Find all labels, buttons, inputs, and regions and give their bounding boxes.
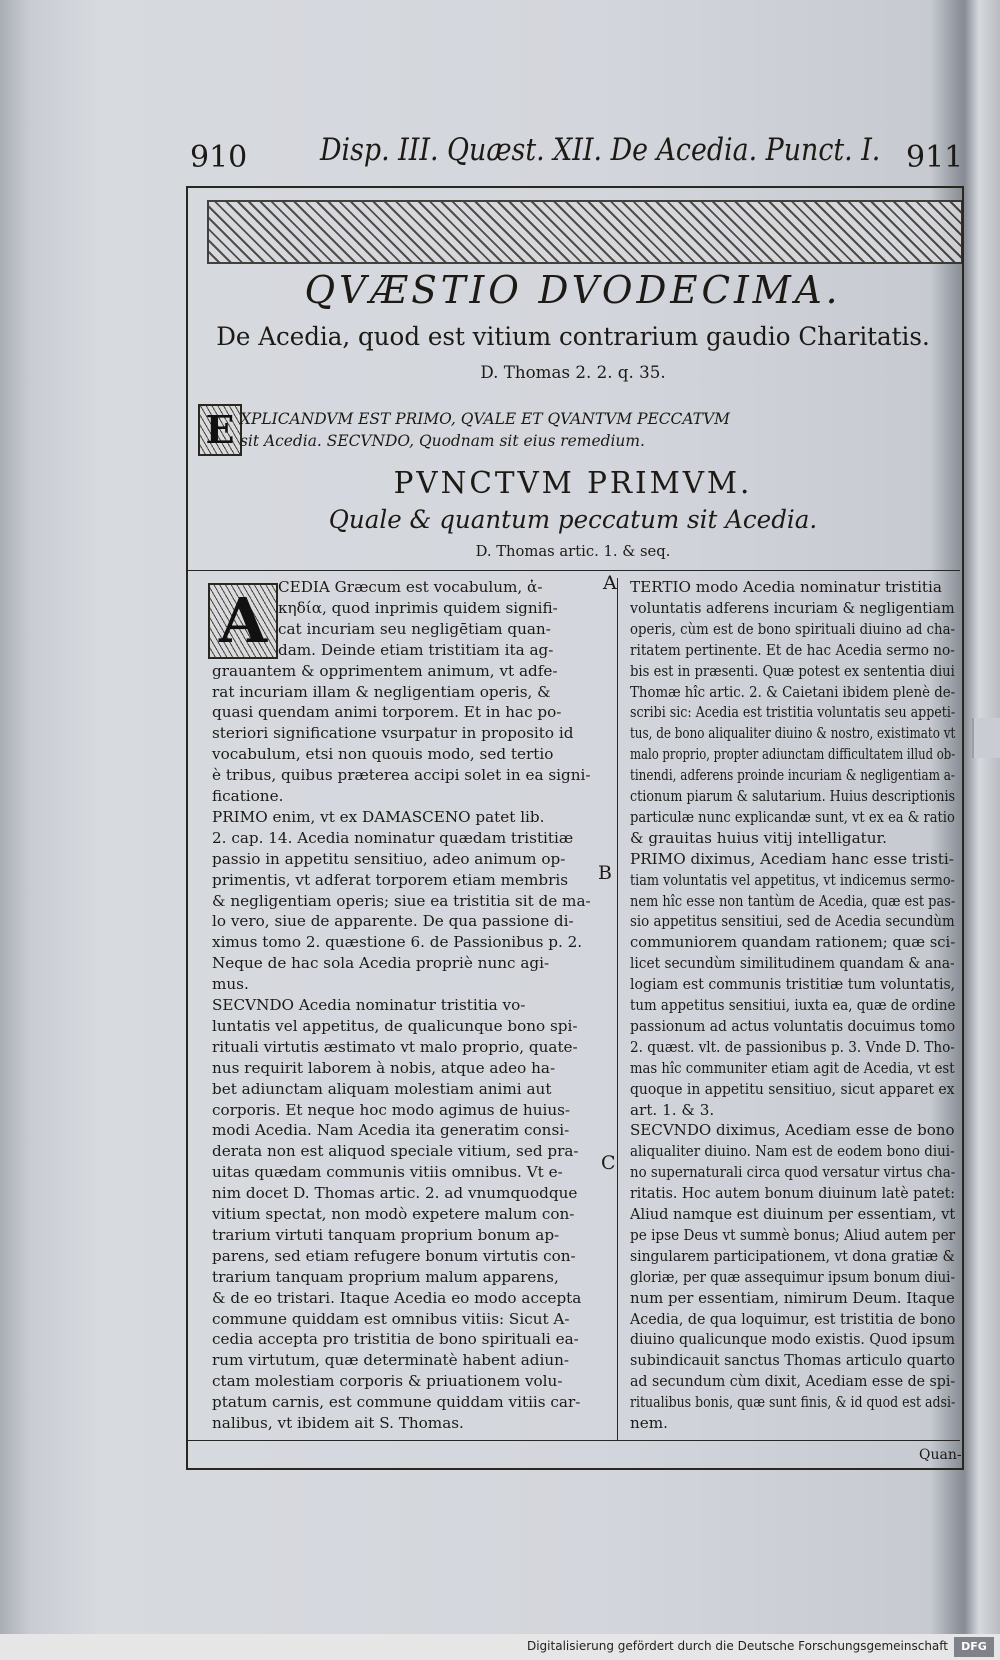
text-line: nem hîc esse non tantùm de Acedia, quæ est pas- [630,891,956,910]
text-line: & grauitas huius vitij intelligatur. [630,828,887,847]
text-line: art. 1. & 3. [630,1100,715,1119]
column-divider [617,578,618,1440]
text-line: ad secundum cùm dixit, Acediam esse de spi- [630,1372,956,1391]
text-line: nem. [630,1414,668,1432]
text-line: quoque in appetitu sensitiuo, sicut apparet ex [630,1079,955,1098]
text-line: ritatis. Hoc autem bonum diuinum latè patet: [630,1184,956,1203]
text-line: nus requirit laborem à nobis, atque adeo ha- [212,1058,556,1077]
text-line: grauantem & opprimentem animum, vt adfe- [212,661,558,680]
text-line: dam. Deinde etiam tristitiam ita ag- [278,640,554,659]
text-line: ctionum piarum & salutarium. Huius descriptionis [630,787,956,805]
text-line: passio in appetitu sensitiuo, adeo animum op- [212,849,566,868]
text-line: ritatem pertinente. Et de hac Acedia sermo no- [630,640,955,659]
text-line: uitas quædam communis vitiis omnibus. Vt e- [212,1163,563,1182]
text-line: ritualibus bonis, quæ sunt finis, & id quod est adsi- [630,1393,956,1412]
text-line: bis est in præsenti. Quæ potest ex sententia diui [630,661,955,680]
text-line: aliqualiter diuino. Nam est de eodem bono diui- [630,1142,955,1161]
ornamental-headpiece [207,200,963,264]
text-line: ctam molestiam corporis & priuationem volu- [212,1372,563,1391]
text-line: Neque de hac sola Acedia propriè nunc agi- [212,954,550,973]
page-number-right: 911 [906,140,964,175]
text-line: Thomæ hîc artic. 2. & Caietani ibidem plenè de- [630,682,956,701]
text-line: cat incuriam seu negligētiam quan- [278,619,551,638]
text-line: vocabulum, etsi non quouis modo, sed tertio [212,745,554,764]
text-line: mas hîc communiter etiam agit de Acedia, vt est [630,1058,955,1077]
explicatio-line: sit Acedia. SECVNDO, Quodnam sit eius remedium. [240,432,645,450]
running-head-title: Disp. III. Quæst. XII. De Acedia. Punct. I. [320,132,881,168]
dfg-logo: DFG [954,1637,994,1657]
text-line: 2. cap. 14. Acedia nominatur quædam tristitiæ [212,828,574,847]
decorated-initial-a [208,583,278,659]
text-line: PRIMO enim, vt ex DAMASCENO patet lib. [212,807,545,826]
catchword: Quan- [919,1447,962,1463]
punctum-title: PVNCTVM PRIMVM. [393,466,753,501]
text-line: nalibus, vt ibidem ait S. Thomas. [212,1414,464,1432]
text-line: tum appetitus sensitiui, iuxta ea, quæ de ordine [630,996,956,1014]
decorated-initial-e [198,404,242,456]
text-line: gloriæ, per quæ assequimur ipsum bonum diui- [630,1267,956,1286]
initial-letter: A [218,584,268,657]
text-line: passionum ad actus voluntatis docuimus tomo [630,1016,956,1035]
text-line: rat incuriam illam & negligentiam operis, & [212,682,551,701]
text-line: SECVNDO Acedia nominatur tristitia vo- [212,996,526,1014]
text-line: singularem participationem, vt dona gratiæ & [630,1246,955,1265]
text-line: corporis. Et neque hoc modo agimus de huius- [212,1100,571,1119]
digitization-footer [0,1634,1000,1660]
text-line: lo vero, siue de apparente. De qua passione di- [212,912,574,931]
punctum-reference: D. Thomas artic. 1. & seq. [475,542,671,560]
text-line: è tribus, quibus præterea accipi solet in ea signi- [212,766,591,785]
explicatio-line: XPLICANDVM EST PRIMO, QVALE ET QVANTVM PECCATVM [240,410,730,428]
text-line: ximus tomo 2. quæstione 6. de Passionibus p. 2. [212,933,583,952]
text-line: ficatione. [212,787,284,805]
text-line: 2. quæst. vlt. de passionibus p. 3. Vnde D. Tho- [630,1037,955,1056]
text-line: bet adiunctam aliquam molestiam animi aut [212,1079,552,1098]
text-line: logiam est communis tristitiæ tum voluntatis, [630,975,956,994]
text-line: malo proprio, propter adiunctam difficultatem illud ob- [630,745,956,764]
text-line: sio appetitus sensitiui, sed de Acedia secundùm [630,912,955,931]
text-line: rum virtutum, quæ determinatè habent adiun- [212,1351,570,1370]
text-line: Acedia, de qua loquimur, est tristitia de bono [630,1309,956,1328]
text-line: & negligentiam operis; siue ea tristitia sit de ma- [212,891,591,910]
text-line: tus, de bono aliqualiter diuino & nostro, existimato vt [630,724,956,743]
text-line: mus. [212,975,249,994]
book-gutter [965,0,1000,1660]
text-line: licet secundùm similitudinem quandam & ana- [630,954,955,973]
text-line: steriori significatione vsurpatur in proposito id [212,724,574,743]
funding-note: Digitalisierung gefördert durch die Deutsche Forschungsgemeinschaft [526,1639,948,1653]
text-line: primentis, vt adferat torporem etiam membris [212,870,569,889]
text-line: trarium virtuti tanquam proprium bonum ap- [212,1225,560,1244]
text-line: cedia accepta pro tristitia de bono spirituali ea- [212,1330,579,1349]
text-line: vitium spectat, non modò expetere malum con- [212,1205,575,1223]
text-line: tiam voluntatis vel appetitus, vt indicemus sermo- [630,870,955,889]
margin-letter: C [601,1152,616,1174]
text-line: num per essentiam, nimirum Deum. Itaque [630,1288,955,1307]
quaestio-subtitle: De Acedia, quod est vitium contrarium gaudio Charitatis. [216,322,930,351]
text-line: particulæ nunc explicandæ sunt, vt ex ea & ratio [630,807,955,826]
text-line: communiorem quandam rationem; quæ sci- [630,933,956,952]
margin-letter: B [598,862,612,884]
text-line: ptatum carnis, est commune quiddam vitiis car- [212,1393,581,1412]
page-tab-marker [972,718,1000,758]
text-line: subindicauit sanctus Thomas articulo quarto [630,1351,955,1370]
text-line: TERTIO modo Acedia nominatur tristitia [630,578,942,596]
section-rule [186,570,960,571]
text-line: operis, cùm est de bono spirituali diuino ad cha- [630,619,955,638]
text-line: Aliud namque est diuinum per essentiam, vt [630,1205,956,1223]
quaestio-reference: D. Thomas 2. 2. q. 35. [480,363,666,383]
text-line: & de eo tristari. Itaque Acedia eo modo accepta [212,1288,582,1307]
text-line: commune quiddam est omnibus vitiis: Sicut A- [212,1309,570,1328]
text-line: voluntatis adferens incuriam & negligentiam [630,598,955,617]
text-line: parens, sed etiam refugere bonum virtutis con- [212,1246,576,1265]
text-line: derata non est aliquod speciale vitium, sed pra- [212,1142,579,1161]
quaestio-title: QVÆSTIO DVODECIMA. [304,268,842,312]
text-line: scribi sic: Acedia est tristitia voluntatis seu appeti- [630,703,956,722]
text-line: tinendi, adferens proinde incuriam & negligentiam a- [630,766,955,785]
text-line: trarium tanquam proprium malum apparens, [212,1267,559,1286]
punctum-subtitle: Quale & quantum peccatum sit Acedia. [328,505,818,534]
text-line: quasi quendam animi torporem. Et in hac po- [212,703,562,722]
initial-letter: E [205,407,235,452]
text-line: SECVNDO diximus, Acediam esse de bono [630,1121,955,1140]
text-line: CEDIA Græcum est vocabulum, ἀ- [278,578,543,596]
text-line: rituali virtutis æstimato vt malo proprio, quate- [212,1037,578,1056]
page-number-left: 910 [190,140,248,175]
text-line: nim docet D. Thomas artic. 2. ad vnumquodque [212,1184,578,1203]
text-line: luntatis vel appetitus, de qualicunque bono spi- [212,1016,578,1035]
text-line: PRIMO diximus, Acediam hanc esse tristi- [630,849,954,868]
text-line: diuino qualicunque modo existis. Quod ipsum [630,1330,955,1349]
text-line: modi Acedia. Nam Acedia ita generatim consi- [212,1121,570,1140]
text-line: no supernaturali circa quod versatur virtus cha- [630,1163,956,1182]
bottom-rule [186,1440,960,1441]
margin-letter: A [603,572,617,594]
text-line: κηδία, quod inprimis quidem signifi- [278,598,558,617]
text-line: pe ipse Deus vt summè bonus; Aliud autem per [630,1225,956,1244]
